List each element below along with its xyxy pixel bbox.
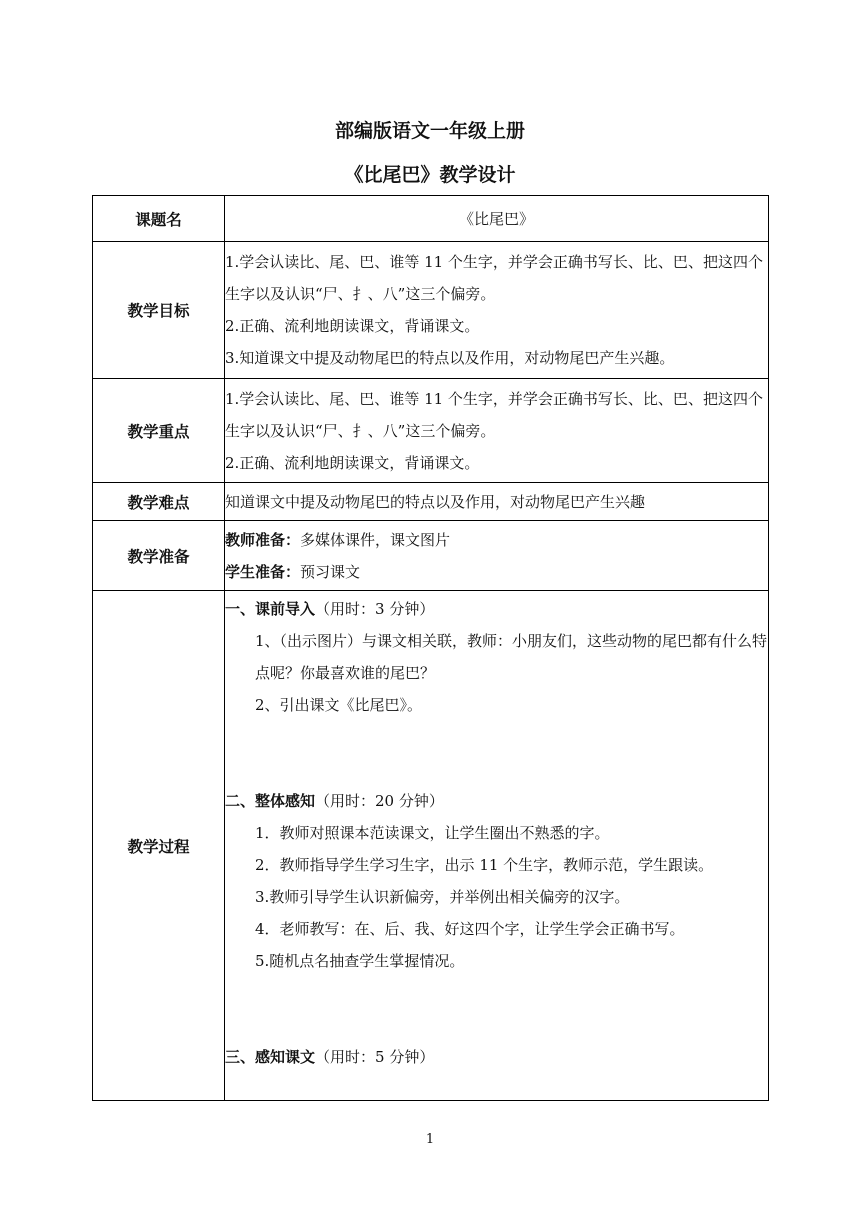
difficulty-label: 教学难点 bbox=[93, 483, 225, 521]
row-preparation bbox=[93, 521, 769, 591]
difficulty-value: 知道课文中提及动物尾巴的特点以及作用，对动物尾巴产生兴趣 bbox=[225, 483, 769, 521]
process-step: 1、（出示图片）与课文相关联，教师：小朋友们，这些动物的尾巴都有什么特点呢？你最喜欢谁的尾巴？ bbox=[255, 632, 768, 682]
document-subtitle: 《比尾巴》教学设计 bbox=[344, 164, 516, 186]
row-key-points bbox=[93, 379, 769, 483]
student-prep-label: 学生准备： bbox=[225, 562, 301, 581]
section-heading: 二、整体感知（用时：20 分钟） bbox=[225, 792, 444, 810]
process-label: 教学过程 bbox=[93, 591, 225, 1101]
process-step: 2．教师指导学生学习生字，出示 11 个生字，教师示范，学生跟读。 bbox=[255, 856, 714, 874]
preparation-label: 教学准备 bbox=[93, 521, 225, 591]
section-heading: 一、课前导入（用时：3 分钟） bbox=[225, 600, 435, 618]
key-point-item: 2.正确、流利地朗读课文，背诵课文。 bbox=[225, 453, 480, 472]
goals-label: 教学目标 bbox=[93, 242, 225, 379]
process-step: 2、引出课文《比尾巴》。 bbox=[255, 696, 423, 714]
goal-item: 3.知道课文中提及动物尾巴的特点以及作用，对动物尾巴产生兴趣。 bbox=[225, 349, 675, 367]
row-goals bbox=[93, 242, 769, 379]
page-number: 1 bbox=[425, 1132, 435, 1147]
goal-item: 2.正确、流利地朗读课文，背诵课文。 bbox=[225, 317, 480, 335]
row-topic bbox=[93, 196, 769, 242]
key-points-label: 教学重点 bbox=[93, 379, 225, 483]
process-step: 5.随机点名抽查学生掌握情况。 bbox=[255, 952, 465, 970]
goal-item: 1.学会认读比、尾、巴、谁等 11 个生字，并学会正确书写长、比、巴、把这四个生字以及认识“尸、扌、八”这三个偏旁。 bbox=[225, 253, 763, 303]
key-point-item: 1.学会认读比、尾、巴、谁等 11 个生字，并学会正确书写长、比、巴、把这四个生字以及认识“尸、扌、八”这三个偏旁。 bbox=[225, 389, 763, 440]
row-difficulty bbox=[93, 483, 769, 521]
section-heading: 三、感知课文（用时：5 分钟） bbox=[225, 1048, 435, 1066]
document-title: 部编版语文一年级上册 bbox=[334, 120, 525, 142]
preparation-content bbox=[225, 521, 769, 591]
process-step: 3.教师引导学生认识新偏旁，并举例出相关偏旁的汉字。 bbox=[255, 888, 630, 906]
student-prep-value: 预习课文 bbox=[300, 562, 361, 581]
teacher-prep-label: 教师准备： bbox=[225, 530, 301, 549]
goals-content bbox=[225, 242, 769, 379]
process-step: 1．教师对照课本范读课文，让学生圈出不熟悉的字。 bbox=[255, 824, 610, 842]
lesson-plan-table bbox=[92, 195, 769, 1101]
topic-value: 《比尾巴》 bbox=[225, 196, 769, 242]
topic-label: 课题名 bbox=[93, 196, 225, 242]
process-step: 4．老师教写：在、后、我、好这四个字，让学生学会正确书写。 bbox=[255, 920, 685, 938]
teacher-prep-value: 多媒体课件，课文图片 bbox=[300, 530, 451, 549]
row-process bbox=[93, 591, 769, 1101]
key-points-content bbox=[225, 379, 769, 483]
process-content bbox=[225, 591, 769, 1101]
